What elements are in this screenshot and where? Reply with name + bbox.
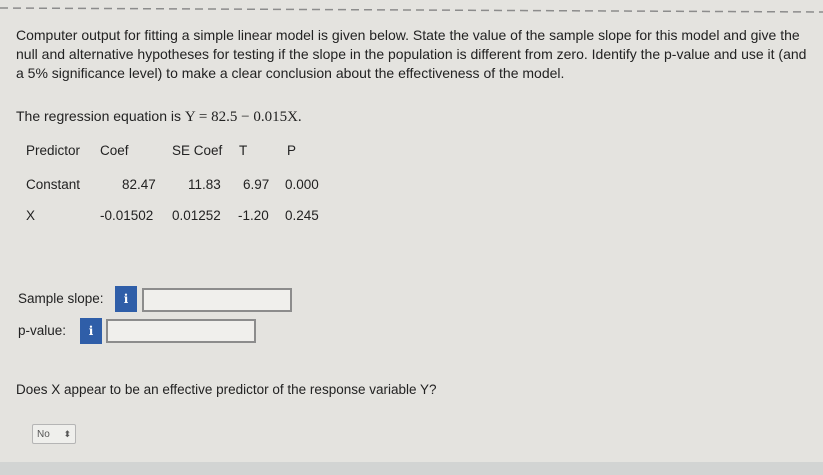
- select-value: No: [37, 428, 50, 440]
- bottom-bar: [0, 462, 823, 475]
- header-t: T: [239, 143, 248, 158]
- row-x-p: 0.245: [285, 208, 319, 223]
- p-value-label: p-value:: [18, 323, 67, 338]
- p-value-info-icon[interactable]: i: [80, 318, 102, 344]
- equation-prefix: The regression equation is: [16, 108, 181, 124]
- row-x-coef: -0.01502: [100, 208, 154, 223]
- p-value-input[interactable]: [106, 319, 256, 343]
- header-se-coef: SE Coef: [172, 143, 223, 158]
- header-coef: Coef: [100, 143, 129, 158]
- page-top-dashed-border: [0, 0, 823, 18]
- header-p: P: [287, 143, 297, 158]
- effective-predictor-select[interactable]: [32, 424, 76, 444]
- row-constant-predictor: Constant: [26, 177, 81, 192]
- equation-formula: Y = 82.5 − 0.015X.: [184, 109, 302, 125]
- sample-slope-info-icon[interactable]: i: [115, 286, 137, 312]
- regression-equation: [16, 108, 302, 126]
- row-constant-coef: 82.47: [122, 177, 156, 192]
- row-constant-se-coef: 11.83: [188, 177, 221, 192]
- row-constant-p: 0.000: [285, 177, 319, 192]
- row-x-se-coef: 0.01252: [172, 208, 221, 223]
- header-predictor: Predictor: [26, 143, 81, 158]
- row-constant-t: 6.97: [243, 177, 270, 192]
- row-x-predictor: X: [26, 208, 36, 223]
- effective-predictor-question: Does X appear to be an effective predictor of the response variable Y?: [16, 382, 437, 397]
- sample-slope-label: Sample slope:: [18, 291, 104, 306]
- question-prompt: Computer output for fitting a simple linear model is given below. State the value of the sample slope for this model and give the null and alternative hypotheses for testing if the slope in the population is different from zero. Identify the p-value and use it (and a 5% significance level) to make a clear conclusion about the effectiveness of the model.: [16, 27, 807, 81]
- row-x-t: -1.20: [238, 208, 269, 223]
- select-arrow-icon: ⬍: [63, 428, 71, 439]
- sample-slope-input[interactable]: [142, 288, 292, 312]
